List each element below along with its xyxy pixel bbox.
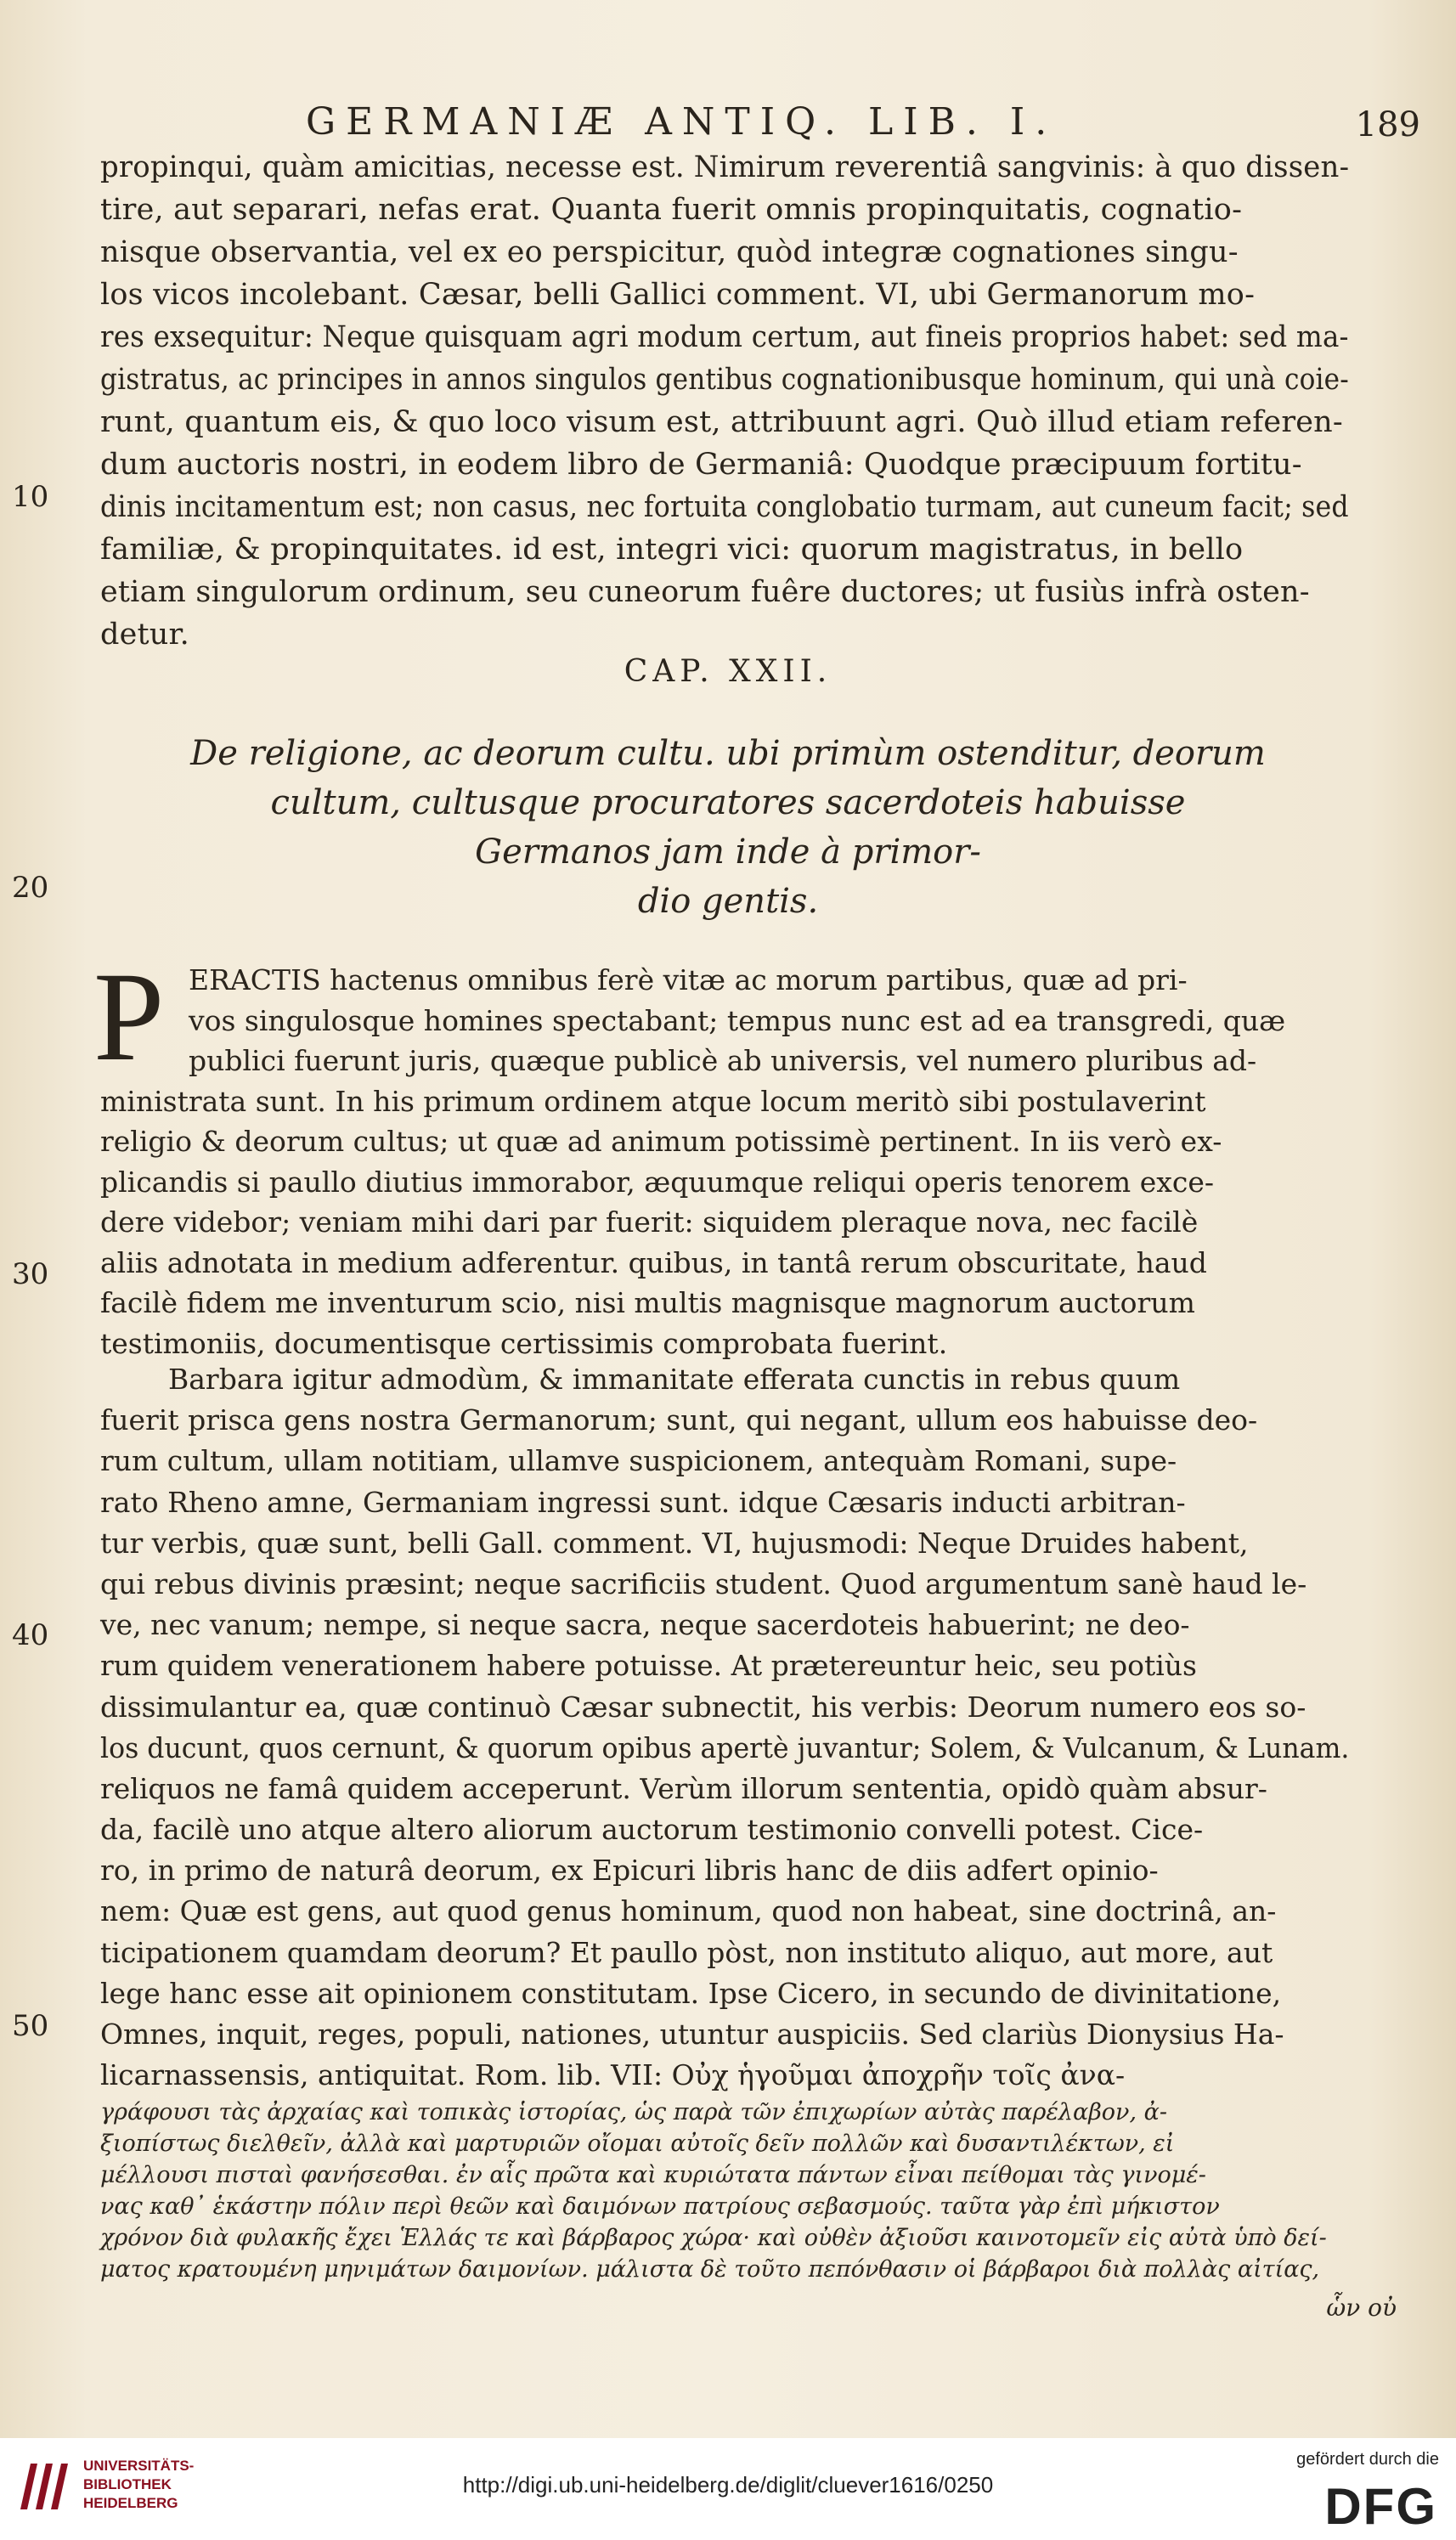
- paragraph-2: [100, 1359, 1349, 2096]
- text-line: Barbara igitur admodùm, & immanitate efferata cunctis in rebus quum: [168, 1363, 1181, 1396]
- permalink-url[interactable]: http://digi.ub.uni-heidelberg.de/diglit/cluever1616/0250: [462, 2472, 994, 2498]
- text-line: aliis adnotata in medium adferentur. quibus, in tantâ rerum obscuritate, haud: [100, 1245, 1207, 1279]
- text-line: Omnes, inquit, reges, populi, nationes, utuntur auspiciis. Sed clariùs Dionysius Ha-: [100, 2018, 1284, 2051]
- text-line: religio & deorum cultus; ut quæ ad animum potissimè pertinent. In iis verò ex-: [100, 1125, 1222, 1158]
- text-line: plicandis si paullo diutius immorabor, æquumque reliqui operis tenorem exce-: [100, 1165, 1214, 1199]
- text-line: ve, nec vanum; nempe, si neque sacra, neque sacerdoteis habuerint; ne deo-: [100, 1608, 1190, 1642]
- chapter-title-line: cultum, cultusque procuratores sacerdoteis habuisse: [270, 783, 1186, 822]
- text-line: nem: Quæ est gens, aut quod genus hominum, quod non habeat, sine doctrinâ, an-: [100, 1894, 1277, 1928]
- chapter-title-line: De religione, ac deorum cultu. ubi primùm ostenditur, deorum: [190, 734, 1266, 773]
- top-text-block: [100, 146, 1349, 656]
- text-line: ERACTIS hactenus omnibus ferè vitæ ac morum partibus, quæ ad pri-: [189, 963, 1188, 996]
- text-line: familiæ, & propinquitates. id est, integri vici: quorum magistratus, in bello: [100, 533, 1244, 567]
- text-line: vos singulosque homines spectabant; tempus nunc est ad ea transgredi, quæ: [189, 1003, 1286, 1037]
- greek-line: γράφουσι τὰς ἀρχαίας καὶ τοπικὰς ἱστορίας, ὡς παρὰ τῶν ἐπιχωρίων αὐτὰς παρέλαβον, ἀ-: [100, 2099, 1167, 2125]
- paragraph-1: [100, 960, 1349, 1363]
- chapter-heading: CAP. XXII.: [624, 654, 832, 689]
- drop-cap-initial: P: [93, 946, 165, 1087]
- margin-line-number: 30: [12, 1257, 49, 1291]
- text-line: qui rebus divinis præsint; neque sacrificiis student. Quod argumentum sanè haud le-: [100, 1566, 1307, 1600]
- funding-label: gefördert durch die: [1296, 2450, 1439, 2469]
- text-line: runt, quantum eis, & quo loco visum est, attribuunt agri. Quò illud etiam referen-: [100, 405, 1343, 439]
- chapter-title-line: dio gentis.: [637, 882, 819, 921]
- text-line: licarnassensis, antiquitat. Rom. lib. VII: Οὐχ ἡγοῦμαι ἀποχρῆν τοῖς ἀνα-: [100, 2058, 1126, 2092]
- text-line: testimoniis, documentisque certissimis comprobata fuerint.: [100, 1326, 948, 1360]
- greek-line: νας καθ᾿ ἑκάστην πόλιν περὶ θεῶν καὶ δαιμόνων πατρίους σεβασμούς. ταῦτα γὰρ ἐπὶ μήκιστον: [100, 2193, 1220, 2220]
- greek-line: ξιοπίστως διελθεῖν, ἀλλὰ καὶ μαρτυριῶν οἴομαι αὐτοῖς δεῖν πολλῶν καὶ δυσαντιλέκτων, εἰ: [100, 2131, 1175, 2157]
- text-line: tur verbis, quæ sunt, belli Gall. comment. VI, hujusmodi: Neque Druides habent,: [100, 1526, 1249, 1560]
- text-line: los ducunt, quos cernunt, & quorum opibus apertè juvantur; Solem, & Vulcanum, & Lunam.: [100, 1730, 1350, 1764]
- margin-line-number: 40: [12, 1618, 49, 1652]
- text-line: ro, in primo de naturâ deorum, ex Epicuri libris hanc de diis adfert opinio-: [100, 1854, 1159, 1888]
- margin-line-number: 20: [12, 871, 49, 905]
- text-line: ticipationem quamdam deorum? Et paullo pòst, non instituto aliquo, aut more, aut: [100, 1935, 1273, 1969]
- text-line: dere videbor; veniam mihi dari par fuerit: siquidem pleraque nova, nec facilè: [100, 1205, 1199, 1239]
- text-line: ministrata sunt. In his primum ordinem atque locum meritò sibi postulaverint: [100, 1084, 1206, 1118]
- greek-line: χρόνον διὰ φυλακῆς ἔχει Ἑλλάς τε καὶ βάρβαρος χώρα· καὶ οὐθὲν ἀξιοῦσι καινοτομεῖν εἰς αὐτὰ ὑπὸ δεί-: [100, 2225, 1327, 2251]
- text-line: dissimulantur ea, quæ continuò Cæsar subnectit, his verbis: Deorum numero eos so-: [100, 1690, 1306, 1724]
- chapter-title: [0, 729, 1456, 926]
- greek-line: ματος κρατουμένη μηνιμάτων δαιμονίων. μάλιστα δὲ τοῦτο πεπόνθασιν οἱ βάρβαροι διὰ πολλὰς αἰτίας,: [100, 2256, 1320, 2283]
- catchword: ὧν οὐ: [1326, 2294, 1397, 2322]
- margin-line-number: 50: [12, 2009, 49, 2043]
- text-line: facilè fidem me inventurum scio, nisi multis magnisque magnorum auctorum: [100, 1286, 1195, 1319]
- text-line: rum cultum, ullam notitiam, ullamve suspicionem, antequàm Romani, supe-: [100, 1444, 1177, 1478]
- text-line: res exsequitur: Neque quisquam agri modum certum, aut fineis proprios habet: sed ma-: [100, 320, 1349, 354]
- folio-number: 189: [1355, 105, 1420, 144]
- text-line: fuerit prisca gens nostra Germanorum; sunt, qui negant, ullum eos habuisse deo-: [100, 1403, 1258, 1437]
- text-line: rato Rheno amne, Germaniam ingressi sunt. idque Cæsaris inducti arbitran-: [100, 1485, 1186, 1519]
- text-line: los vicos incolebant. Cæsar, belli Gallici comment. VI, ubi Germanorum mo-: [100, 278, 1256, 312]
- text-line: detur.: [100, 618, 189, 652]
- text-line: propinqui, quàm amicitias, necesse est. Nimirum reverentiâ sangvinis: à quo dissen-: [100, 150, 1350, 184]
- text-line: publici fuerunt juris, quæque publicè ab universis, vel numero pluribus ad-: [189, 1044, 1257, 1077]
- library-name: UNIVERSITÄTS- BIBLIOTHEK HEIDELBERG: [83, 2458, 195, 2511]
- text-line: nisque observantia, vel ex eo perspicitur, quòd integræ cognationes singu-: [100, 235, 1239, 269]
- text-line: etiam singulorum ordinum, seu cuneorum fuêre ductores; ut fusiùs infrà osten-: [100, 575, 1310, 609]
- text-line: dum auctoris nostri, in eodem libro de Germaniâ: Quodque præcipuum fortitu-: [100, 448, 1302, 482]
- text-line: reliquos ne famâ quidem acceperunt. Verùm illorum sententia, opidò quàm absur-: [100, 1771, 1267, 1805]
- dfg-logo: DFG: [1324, 2478, 1437, 2535]
- text-line: lege hanc esse ait opinionem constitutam. Ipse Cicero, in secundo de divinitatione,: [100, 1976, 1282, 2010]
- text-line: rum quidem venerationem habere potuisse. At prætereuntur heic, seu potiùs: [100, 1649, 1197, 1683]
- greek-line: μέλλουσι πισταὶ φανήσεσθαι. ἐν αἷς πρῶτα καὶ κυριώτατα πάντων εἶναι πείθομαι τὰς γινομέ-: [100, 2162, 1206, 2188]
- chapter-title-line: Germanos jam inde à primor-: [475, 833, 981, 872]
- text-line: gistratus, ac principes in annos singulos gentibus cognationibusque hominum, qui unà coie-: [100, 363, 1349, 397]
- margin-line-number: 10: [12, 480, 49, 514]
- greek-quotation: [100, 2097, 1349, 2285]
- viewer-footer: [0, 2438, 1456, 2540]
- running-head: GERMANIÆ ANTIQ. LIB. I.: [306, 100, 1058, 144]
- text-line: tire, aut separari, nefas erat. Quanta fuerit omnis propinquitatis, cognatio-: [100, 193, 1243, 227]
- text-line: dinis incitamentum est; non casus, nec fortuita conglobatio turmam, aut cuneum facit; sed: [100, 490, 1349, 524]
- text-line: da, facilè uno atque altero aliorum auctorum testimonio convelli potest. Cice-: [100, 1813, 1204, 1847]
